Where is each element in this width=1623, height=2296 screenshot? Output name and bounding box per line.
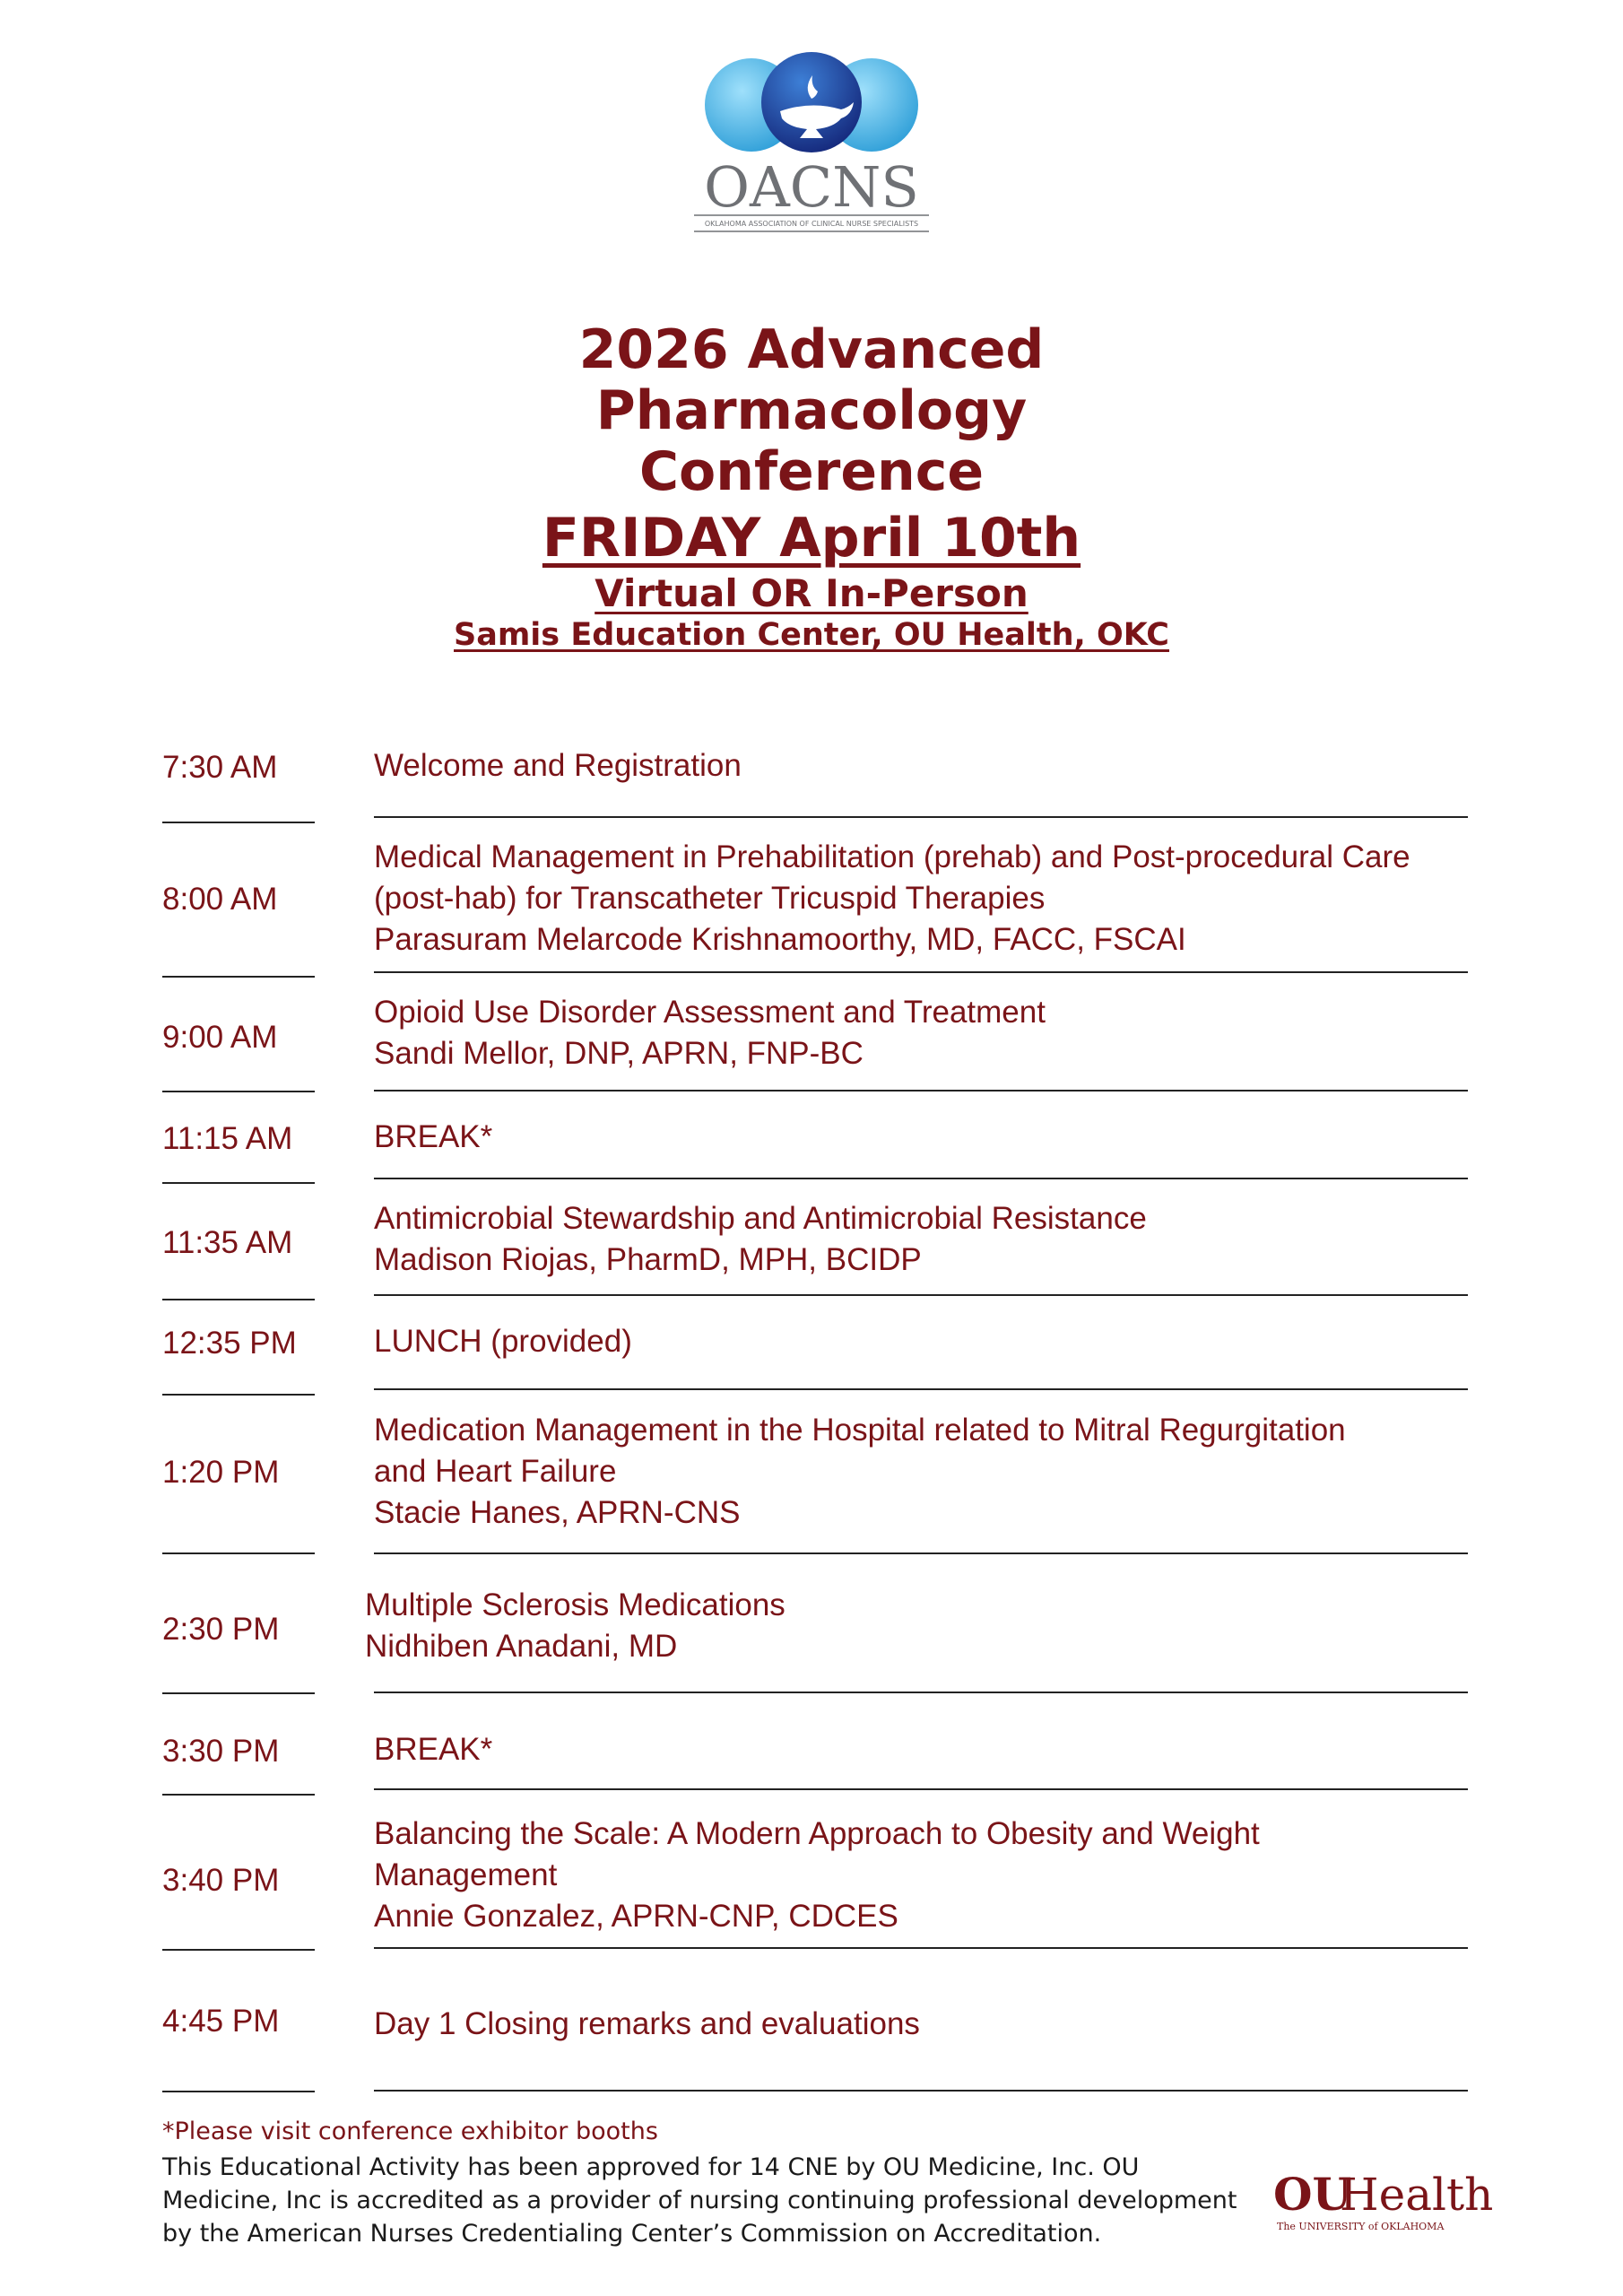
divider <box>374 2090 1468 2092</box>
session-title: Balancing the Scale: A Modern Approach to Obesity and Weight <box>374 1816 1260 1851</box>
title-line-3: Conference <box>638 440 985 503</box>
schedule-item <box>374 992 1046 1074</box>
schedule-item <box>374 837 1410 961</box>
event-date: FRIDAY April 10th <box>542 507 1081 570</box>
accreditation-line: by the American Nurses Credentialing Center’s Commission on Accreditation. <box>162 2220 1102 2248</box>
schedule-time: 2:30 PM <box>162 1612 280 1647</box>
session-speaker: Madison Riojas, PharmD, MPH, BCIDP <box>374 1242 922 1277</box>
divider <box>162 822 315 823</box>
divider <box>374 1388 1468 1390</box>
schedule-item <box>374 1198 1147 1281</box>
exhibitor-note: *Please visit conference exhibitor booths <box>162 2118 658 2145</box>
schedule-time: 7:30 AM <box>162 750 278 785</box>
divider <box>162 1394 315 1396</box>
session-title: Antimicrobial Stewardship and Antimicrobial Resistance <box>374 1201 1147 1236</box>
schedule-time: 11:35 AM <box>162 1225 293 1260</box>
accreditation-line: This Educational Activity has been approved for 14 CNE by OU Medicine, Inc. OU <box>162 2153 1140 2181</box>
schedule-time: 3:40 PM <box>162 1863 280 1898</box>
ou-mark: OU <box>1273 2168 1352 2221</box>
divider <box>374 1692 1468 1693</box>
divider <box>374 1552 1468 1554</box>
ou-tagline: The UNIVERSITY of OKLAHOMA <box>1277 2221 1445 2232</box>
session-title: Medical Management in Prehabilitation (prehab) and Post-procedural Care <box>374 839 1410 874</box>
divider <box>162 2091 315 2092</box>
session-title: (post-hab) for Transcatheter Tricuspid Therapies <box>374 881 1046 916</box>
schedule-item <box>374 1729 492 1770</box>
logo-subtitle: OKLAHOMA ASSOCIATION OF CLINICAL NURSE SPECIALISTS <box>704 220 919 228</box>
schedule-item <box>374 1321 632 1362</box>
divider <box>374 971 1468 973</box>
session-title: BREAK* <box>374 1119 493 1154</box>
session-speaker: Stacie Hanes, APRN-CNS <box>374 1495 741 1530</box>
session-title: Medication Management in the Hospital related to Mitral Regurgitation <box>374 1413 1346 1448</box>
session-title: Opioid Use Disorder Assessment and Treatment <box>374 995 1046 1030</box>
schedule-item <box>374 745 742 787</box>
accreditation-line: Medicine, Inc is accredited as a provider of nursing continuing professional development <box>162 2187 1237 2214</box>
ou-health-name: Health <box>1340 2169 1494 2221</box>
divider <box>162 1091 315 1092</box>
schedule-time: 11:15 AM <box>162 1121 293 1156</box>
session-speaker: Annie Gonzalez, APRN-CNP, CDCES <box>374 1899 898 1934</box>
ou-health-logo <box>1273 2163 1494 2235</box>
session-title: Welcome and Registration <box>374 748 742 783</box>
schedule-time: 4:45 PM <box>162 2004 280 2039</box>
schedule-time: 8:00 AM <box>162 882 278 917</box>
divider <box>374 1090 1468 1091</box>
accreditation-statement <box>162 2151 1238 2250</box>
session-speaker: Parasuram Melarcode Krishnamoorthy, MD, FACC, FSCAI <box>374 922 1186 957</box>
session-title: Management <box>374 1857 558 1892</box>
schedule-time: 1:20 PM <box>162 1455 280 1490</box>
schedule-item <box>365 1585 785 1667</box>
divider <box>162 1949 315 1951</box>
session-speaker: Nidhiben Anadani, MD <box>365 1629 678 1664</box>
divider <box>162 1692 315 1694</box>
divider <box>162 1182 315 1184</box>
logo-name: OACNS <box>704 154 919 220</box>
divider <box>374 1294 1468 1296</box>
session-title: and Heart Failure <box>374 1454 617 1489</box>
title-line-1: 2026 Advanced <box>578 318 1045 381</box>
schedule-item <box>374 2004 920 2045</box>
schedule-time: 9:00 AM <box>162 1020 278 1055</box>
schedule-time: 3:30 PM <box>162 1734 280 1769</box>
schedule-time: 12:35 PM <box>162 1326 297 1361</box>
divider <box>162 1299 315 1300</box>
schedule-item <box>374 1117 492 1158</box>
session-title: LUNCH (provided) <box>374 1324 632 1359</box>
title-line-2: Pharmacology <box>595 379 1028 442</box>
divider <box>374 816 1468 818</box>
divider <box>162 1794 315 1796</box>
oacns-logo <box>681 56 942 244</box>
divider <box>162 976 315 978</box>
event-location: Samis Education Center, OU Health, OKC <box>454 617 1169 653</box>
divider <box>374 1947 1468 1949</box>
schedule-item <box>374 1410 1346 1534</box>
divider <box>374 1788 1468 1790</box>
session-title: BREAK* <box>374 1732 493 1767</box>
divider <box>374 1178 1468 1179</box>
session-speaker: Sandi Mellor, DNP, APRN, FNP-BC <box>374 1036 864 1071</box>
session-title: Multiple Sclerosis Medications <box>365 1587 785 1622</box>
session-title: Day 1 Closing remarks and evaluations <box>374 2006 920 2041</box>
schedule-item <box>374 1813 1260 1937</box>
divider <box>162 1552 315 1554</box>
event-format: Virtual OR In-Person <box>595 571 1028 615</box>
